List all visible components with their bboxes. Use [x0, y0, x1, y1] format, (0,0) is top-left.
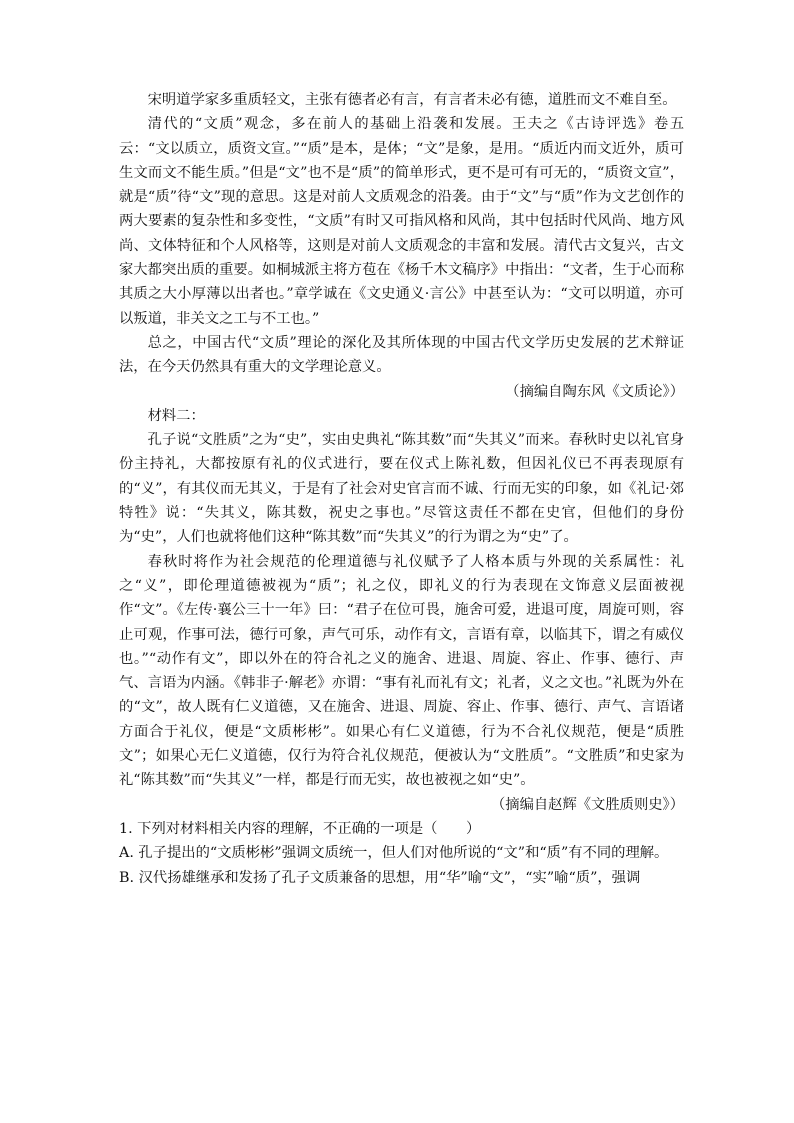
question-option-a: A. 孔子提出的“文质彬彬”强调文质统一，但人们对他所说的“文”和“质”有不同的理解。	[119, 845, 669, 862]
paragraph-conclusion: 总之，中国古代“文质”理论的深化及其所体现的中国古代文学历史发展的艺术辩证法，在今天仍然具有重大的文学理论意义。	[119, 334, 684, 376]
source-citation-1: （摘编自陶东风《文质论》）	[505, 383, 684, 400]
question-option-b: B. 汉代扬雄继承和发扬了孔子文质兼备的思想，用“华”喻“文”，“实”喻“质”，强调	[119, 869, 641, 886]
paragraph-spring-autumn: 春秋时将作为社会规范的伦理道德与礼仪赋予了人格本质与外现的关系属性：礼之“义”，即伦理道德被视为“质”；礼之仪，即礼义的行为表现在文饰意义层面被视作“文”。《左传·襄公三十一年》曰：“君子在位可畏，施舍可爱，进退可度，周旋可则，容止可观，作事可法，德行可象，声气可乐，动作有文，言语有章，以临其下，谓之有威仪也。”“动作有文”，即以外在的符合礼之义的施舍、进退、周旋、容止、作事、德行、声气、言语为内涵。《韩非子·解老》亦谓：“事有礼而礼有文；礼者，义之文也。”礼既为外在的“文”，故人既有仁义道德，又在施舍、进退、周旋、容止、作事、德行、声气、言语诸方面合于礼仪，便是“文质彬彬”。如果心有仁义道德，行为不合礼仪规范，便是“质胜文”；如果心无仁义道德，仅行为符合礼仪规范，便被认为“文胜质”。“文胜质”和史家为礼“陈其数”而“失其义”一样，都是行而无实，故也被视之如“史”。	[119, 553, 684, 789]
question-stem: 1. 下列对材料相关内容的理解，不正确的一项是（ ）	[119, 820, 481, 837]
paragraph-song-ming: 宋明道学家多重质轻文，主张有德者必有言，有言者未必有德，道胜而文不难自至。	[147, 92, 677, 108]
source-citation-2: （摘编自赵辉《文胜质则史》）	[490, 796, 684, 813]
document-body	[119, 88, 684, 890]
material2-heading: 材料二：	[147, 407, 205, 424]
paragraph-confucius: 孔子说“文胜质”之为“史”，实由史典礼“陈其数”而“失其义”而来。春秋时史以礼官身份主持礼，大都按原有礼的仪式进行，要在仪式上陈礼数，但因礼仪已不再表现原有的“义”，有其仪而无其义，于是有了社会对史官言而不诚、行而无实的印象，如《礼记·郊特牲》说：“失其义，陈其数，祝史之事也。”尽管这责任不都在史官，但他们的身份为“史”，人们也就将他们这种“陈其数”而“失其义”的行为谓之为“史”了。	[119, 432, 684, 546]
paragraph-qing-dynasty: 清代的“文质”观念，多在前人的基础上沿袭和发展。王夫之《古诗评选》卷五云：“文以质立，质资文宣。”“质”是本，是体；“文”是象，是用。“质近内而文近外，质可生文而文不能生质。”但是“文”也不是“质”的简单形式，更不是可有可无的，“质资文宣”，就是“质”待“文”现的意思。这是对前人文质观念的沿袭。由于“文”与“质”作为文艺创作的两大要素的复杂性和多变性，“文质”有时又可指风格和风尚，其中包括时代风尚、地方风尚、文体特征和个人风格等，这则是对前人文质观念的丰富和发展。清代古文复兴，古文家大都突出质的重要。如桐城派主将方苞在《杨千木文稿序》中指出：“文者，生于心而称其质之大小厚薄以出者也。”章学诚在《文史通义·言公》中甚至认为：“文可以明道，亦可以叛道，非关文之工与不工也。”	[119, 116, 684, 327]
